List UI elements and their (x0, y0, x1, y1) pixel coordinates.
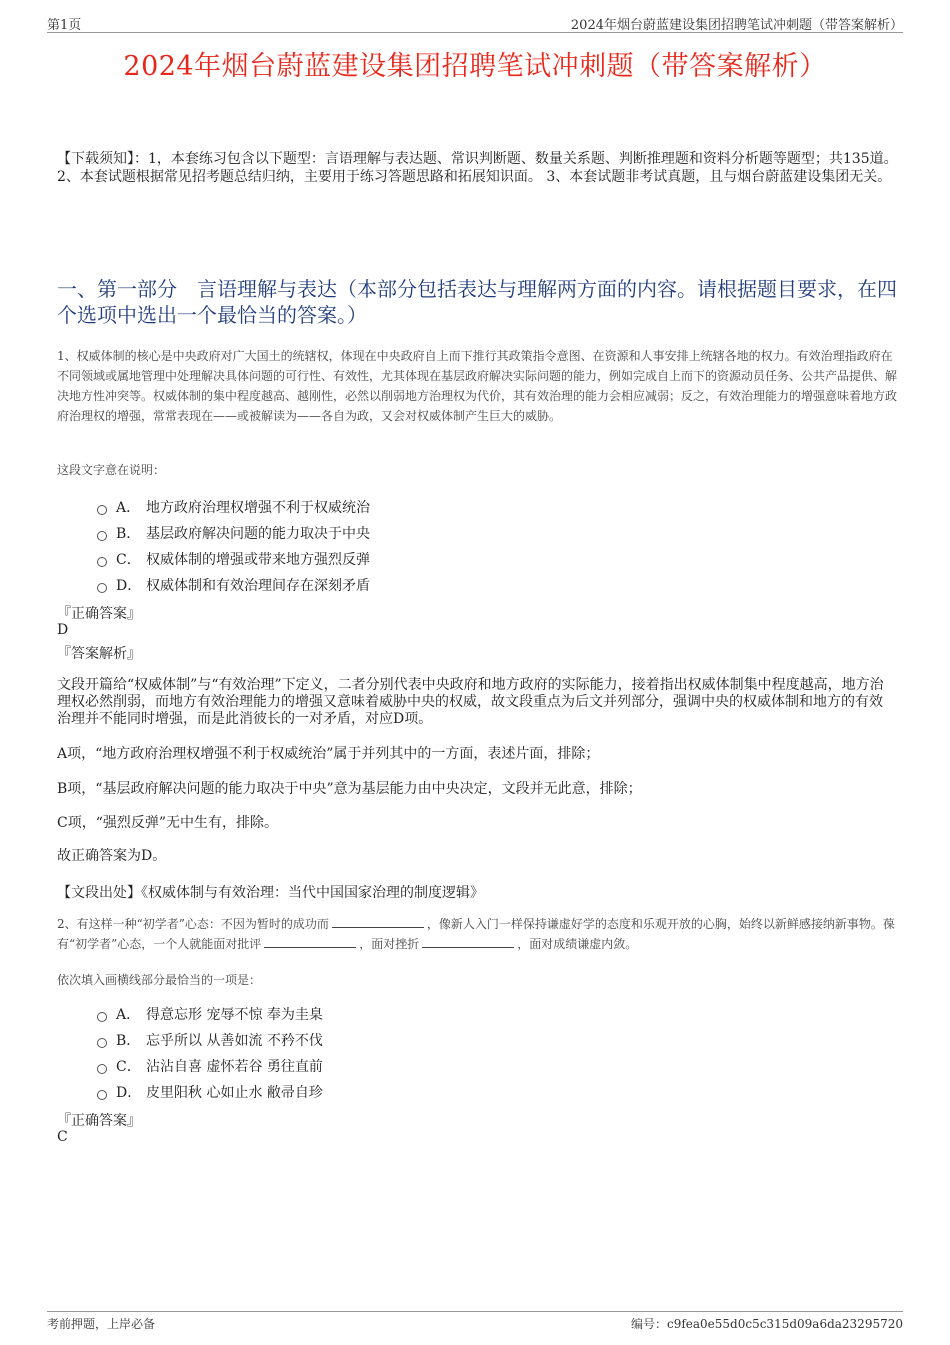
option-letter: C． (116, 1059, 141, 1075)
page-title: 2024年烟台蔚蓝建设集团招聘笔试冲刺题（带答案解析） (123, 51, 827, 82)
option-letter: B． (116, 1033, 141, 1049)
radio-icon[interactable] (97, 1090, 107, 1100)
header-page-number: 第1页 (47, 18, 82, 33)
header-divider (47, 32, 903, 33)
question-2-text (57, 914, 902, 954)
question-2-option-a[interactable] (97, 1004, 323, 1024)
question-1-analysis-a: A项，“地方政府治理权增强不利于权威统治”属于并列其中的一方面，表述片面，排除； (57, 746, 600, 762)
question-2-prompt: 依次填入画横线部分最恰当的一项是： (57, 973, 262, 987)
question-2-answer-label: 『正确答案』 (57, 1113, 141, 1129)
question-1-option-b[interactable] (97, 523, 370, 543)
radio-icon[interactable] (97, 583, 107, 593)
question-2-text-part: ，像新人入门一样保持谦虚好学的态度和乐观开放的心胸，始终以新鲜感接纳新事物。葆有“初学者”心态，一个人就能面对批评 (57, 917, 895, 951)
question-2-text-part: ，面对成绩谦虚内敛。 (517, 937, 638, 951)
option-text: 得意忘形 宠辱不惊 奉为圭臬 (146, 1007, 323, 1023)
radio-icon[interactable] (97, 1064, 107, 1074)
question-1-analysis-label: 『答案解析』 (57, 646, 141, 662)
radio-icon[interactable] (97, 557, 107, 567)
question-2-option-c[interactable] (97, 1056, 323, 1076)
option-letter: A． (116, 1007, 141, 1023)
question-1-analysis-c: C项，“强烈反弹”无中生有，排除。 (57, 815, 279, 831)
question-2-text-part: 2、有这样一种“初学者”心态：不因为暂时的成功而 (57, 917, 329, 931)
question-1-text: 1、权威体制的核心是中央政府对广大国土的统辖权，体现在中央政府自上而下推行其政策指令意图、在资源和人事安排上统辖各地的权力。有效治理指政府在不同领域或属地管理中处理解决具体问题的可行性、有效性，尤其体现在基层政府解决实际问题的能力，例如完成自上而下的资源动员任务、公共产品提供、解决地方性冲突等。权威体制的集中程度越高、越刚性，必然以削弱地方治理权为代价，其有效治理的能力会相应减弱；反之，有效治理能力的增强意味着地方政府治理权的增强，常常表现在——或被解读为——各自为政，又会对权威体制产生巨大的威胁。 (57, 349, 898, 423)
question-1-analysis-b: B项，“基层政府解决问题的能力取决于中央”意为基层能力由中央决定，文段并无此意，排除； (57, 781, 642, 797)
question-1-option-d[interactable] (97, 575, 370, 595)
question-1-analysis-conclusion: 故正确答案为D。 (57, 848, 167, 864)
radio-icon[interactable] (97, 1012, 107, 1022)
option-text: 地方政府治理权增强不利于权威统治 (146, 500, 370, 516)
question-1-prompt: 这段文字意在说明： (57, 463, 166, 477)
option-text: 沾沾自喜 虚怀若谷 勇往直前 (146, 1059, 323, 1075)
option-text: 皮里阳秋 心如止水 敝帚自珍 (146, 1085, 323, 1101)
radio-icon[interactable] (97, 1038, 107, 1048)
fill-blank (264, 936, 356, 948)
option-letter: D． (116, 1085, 142, 1101)
question-1-answer-label: 『正确答案』 (57, 606, 141, 622)
fill-blank (332, 916, 424, 928)
option-letter: A． (116, 500, 141, 516)
question-1-option-a[interactable] (97, 497, 370, 517)
question-2-option-d[interactable] (97, 1082, 323, 1102)
footer-document-id: 编号：c9fea0e55d0c5c315d09a6da23295720 (630, 1317, 903, 1331)
option-letter: C． (116, 552, 141, 568)
option-text: 权威体制和有效治理间存在深刻矛盾 (146, 578, 370, 594)
fill-blank (422, 936, 514, 948)
option-text: 忘乎所以 从善如流 不矜不伐 (146, 1033, 323, 1049)
question-2-text-part: ，面对挫折 (359, 937, 420, 951)
question-1-option-c[interactable] (97, 549, 370, 569)
option-letter: D． (116, 578, 142, 594)
question-2-option-b[interactable] (97, 1030, 323, 1050)
radio-icon[interactable] (97, 505, 107, 515)
footer-slogan: 考前押题，上岸必备 (47, 1317, 156, 1331)
download-notice: 【下载须知】：1，本套练习包含以下题型：言语理解与表达题、常识判断题、数量关系题、判断推理题和资料分析题等题型；共135道。 2、本套试题根据常见招考题总结归纳，主要用于练习答题思路和拓展知识面。 3、本套试题非考试真题，且与烟台蔚蓝建设集团无关。 (57, 151, 898, 185)
footer-divider (47, 1311, 903, 1312)
radio-icon[interactable] (97, 531, 107, 541)
option-text: 基层政府解决问题的能力取决于中央 (146, 526, 370, 542)
question-1-source: 【文段出处】《权威体制与有效治理：当代中国国家治理的制度逻辑》 (57, 885, 484, 901)
option-text: 权威体制的增强或带来地方强烈反弹 (146, 552, 370, 568)
section-heading: 一、第一部分 言语理解与表达（本部分包括表达与理解两方面的内容。请根据题目要求，在四个选项中选出一个最恰当的答案。） (57, 277, 897, 327)
option-letter: B． (116, 526, 141, 542)
header-doc-title: 2024年烟台蔚蓝建设集团招聘笔试冲刺题（带答案解析） (570, 18, 903, 33)
question-1-answer: D (57, 622, 69, 638)
question-1-analysis-main: 文段开篇给“权威体制”与“有效治理”下定义，二者分别代表中央政府和地方政府的实际能力，接着指出权威体制集中程度越高，地方治理权必然削弱，而地方有效治理能力的增强又意味着威胁中央的权威，故文段重点为后文并列部分，强调中央的权威体制和地方的有效治理并不能同时增强，而是此消彼长的一对矛盾，对应D项。 (57, 677, 884, 727)
question-2-answer: C (57, 1129, 68, 1145)
